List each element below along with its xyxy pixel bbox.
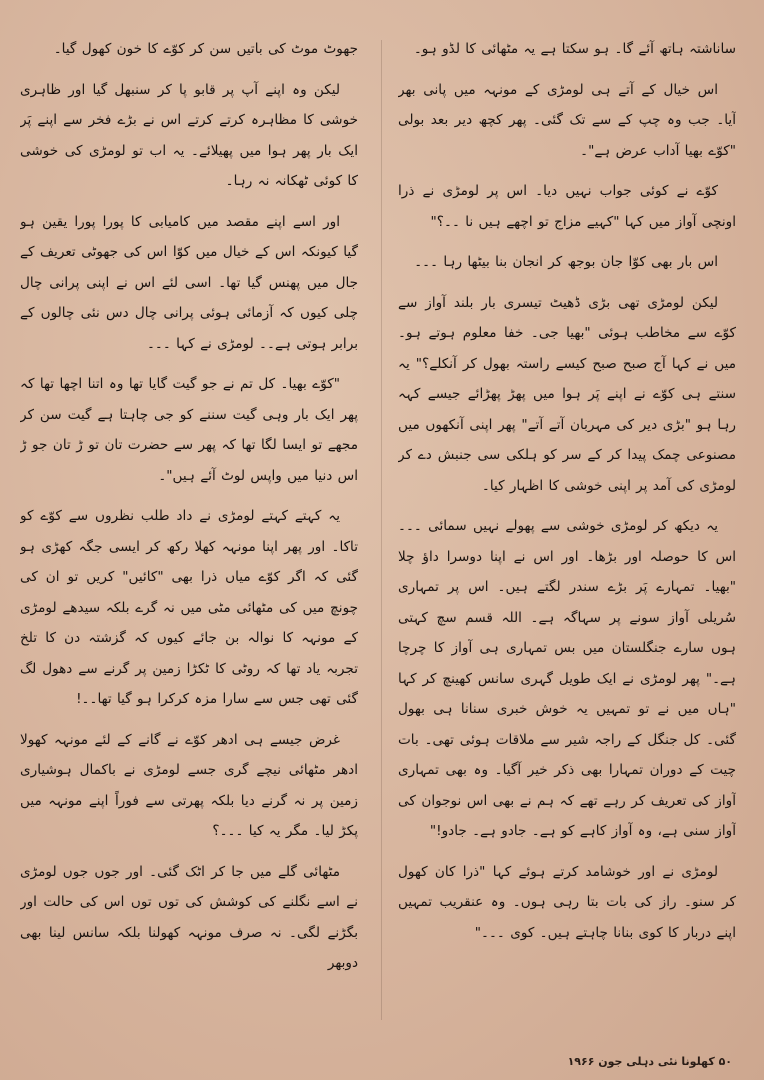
right-column [398, 34, 736, 1034]
page-footer: ۵۰ کھلونا نئی دہلی جون ۱۹۶۶ [567, 1055, 732, 1068]
paragraph: غرض جیسے ہی ادھر کوّے نے گانے کے لئے مونہہ کھولا ادھر مٹھائی نیچے گری جسے لومڑی نے باکمال ہوشیاری زمین پر نہ گرنے دیا بلکہ پھرتی سے فوراً اپنے مونہہ میں پکڑ لیا۔ مگر یہ کیا ۔۔۔؟ [20, 731, 358, 839]
left-column [20, 34, 358, 1034]
paragraph: یہ کہتے کہتے لومڑی نے داد طلب نظروں سے کوّے کو تاکا۔ اور پھر اپنا مونہہ کھلا رکھ کر ایسی جگہ کھڑی ہو گئی کہ اگر کوّے میاں ذرا بھی "کائیں" کریں تو ان کی چونچ میں کی مٹھائی مٹی میں نہ گرے بلکہ سیدھے لومڑی کے مونہہ کا نوالہ بن جائے کیوں کہ گزشتہ دن کا تلخ تجربہ یاد تھا کہ روٹی کا ٹکڑا زمین پر گرنے سے دھول لگ گئی تھی جس سے سارا مزہ کرکرا ہو گیا تھا۔۔! [20, 508, 358, 707]
paragraph: اور اسے اپنے مقصد میں کامیابی کا پورا پورا یقین ہو گیا کیونکہ اس کے خیال میں کوّا اس کی جھوٹی تعریف کے جال میں پھنس گیا تھا۔ اسی لئے اس نے اپنی پرانی چال چلی کیوں کہ آزمائی ہوئی پرانی چال دس نئی چالوں کے برابر ہوتی ہے۔۔ لومڑی نے کہا ۔۔۔ [20, 213, 358, 352]
paragraph: لومڑی نے اور خوشامد کرتے ہوئے کہا "ذرا کان کھول کر سنو۔ راز کی بات بتا رہی ہوں۔ وہ عنقریب تمہیں اپنے دربار کا کوی بنانا چاہتے ہیں۔ کوی ۔۔۔" [398, 863, 736, 941]
paragraph: مٹھائی گلے میں جا کر اٹک گئی۔ اور جوں جوں لومڑی نے اسے نگلنے کی کوشش کی توں توں اس کی حالت اور بگڑنے لگی۔ نہ صرف مونہہ کھولنا بلکہ سانس لینا بھی دوبھر [20, 863, 358, 971]
paragraph: اس بار بھی کوّا جان بوجھ کر انجان بنا بیٹھا رہا ۔۔۔ [414, 254, 718, 270]
paragraph: یہ دیکھ کر لومڑی خوشی سے پھولے نہیں سمائی ۔۔۔ اس کا حوصلہ اور بڑھا۔ اور اس نے اپنا دوسرا داؤ چلا "بھیا۔ تمہارے پَر بڑے سندر لگتے ہیں۔ اس پر تمہاری سُریلی آواز سونے پر سہاگہ ہے۔ اللہ قسم سچ کہتی ہوں سارے جنگلستان میں بس تمہاری ہی آواز کا چرچا ہے۔" پھر لومڑی نے ایک طویل گہری سانس کھینچ کر کہا "ہاں میں نے تو تمہیں یہ خوش خبری سنانا ہی بھول گئی۔ کل جنگل کے راجہ شیر سے ملاقات ہوئی تھی۔ بات چیت کے دوران تمہارا بھی ذکر خیر آگیا۔ وہ بھی تمہاری آواز کی تعریف کر رہے تھے کہ ہم نے بھی اس نوجوان کی آواز سنی ہے، وہ آواز کاہے کو ہے۔ جادو ہے۔ جادو!" [398, 518, 736, 839]
paragraph: اس خیال کے آتے ہی لومڑی کے مونہہ میں پانی بھر آیا۔ جب وہ چپ کے سے تک گئی۔ پھر کچھ دیر بعد بولی "کوّے بھیا آداب عرض ہے"۔ [398, 81, 736, 159]
paragraph: جھوٹ موٹ کی باتیں سن کر کوّے کا خون کھول گیا۔ [53, 41, 358, 57]
paragraph: لیکن لومڑی تھی بڑی ڈھیٹ تیسری بار بلند آواز سے کوّے سے مخاطب ہوئی "بھیا جی۔ خفا معلوم ہوتے ہو۔ میں نے کہا آج صبح صبح کیسے راستہ بھول کر آنکلے؟" یہ سنتے ہی کوّے نے اپنے پَر ہوا میں پھڑ پھڑائے جیسے کہہ رہا ہو "بڑی دیر کی مہربان آتے آتے" پھر اپنی آنکھوں میں مصنوعی چمک پیدا کر کے سر کو ہلکی سی جنبش دے کر لومڑی کی آمد پر اپنی خوشی کا اظہار کیا۔ [398, 294, 736, 494]
paragraph: "کوّے بھیا۔ کل تم نے جو گیت گایا تھا وہ اتنا اچھا تھا کہ پھر ایک بار وہی گیت سننے کو جی چاہتا ہے گیت سن کر مجھے تو ایسا لگا تھا کہ پھر سے حضرت تان تو ڑ تان جو ڑ اس دنیا میں واپس لوٹ آئے ہیں"۔ [20, 376, 358, 484]
paragraph: ساناشتہ ہاتھ آئے گا۔ ہو سکتا ہے یہ مٹھائی کا لڈو ہو۔ [413, 41, 736, 57]
column-divider [381, 40, 382, 1020]
paragraph: کوّے نے کوئی جواب نہیں دیا۔ اس پر لومڑی نے ذرا اونچی آواز میں کہا "کہیے مزاج تو اچھے ہیں نا ۔۔؟" [398, 183, 736, 230]
paragraph: لیکن وہ اپنے آپ پر قابو پا کر سنبھل گیا اور ظاہری خوشی کا مظاہرہ کرتے کرتے اس نے بڑے فخر سے اپنے پَر ایک بار پھر ہوا میں پھیلائے۔ یہ اب تو لومڑی کی خوشی کا کوئی ٹھکانہ نہ رہا۔ [20, 81, 358, 189]
